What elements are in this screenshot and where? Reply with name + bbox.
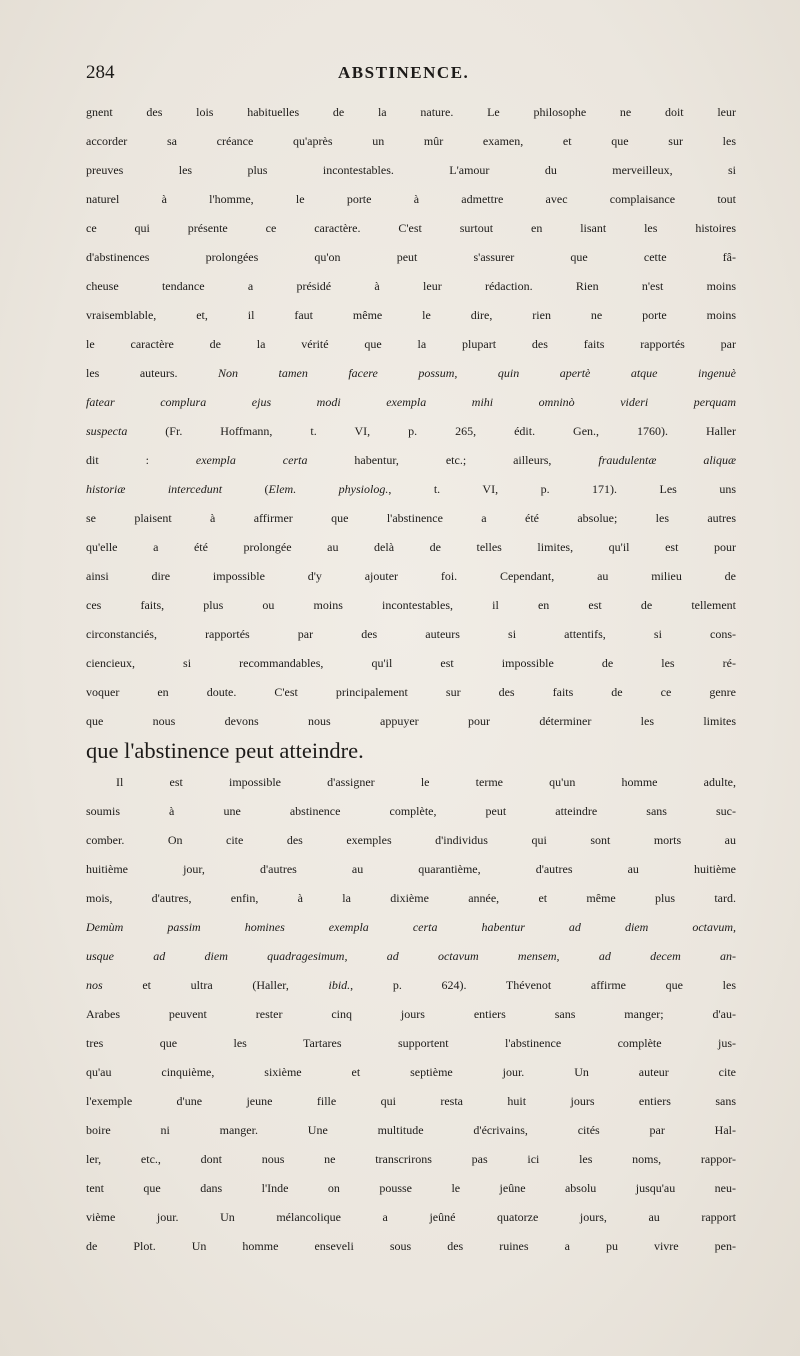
text-span: et ultra (Haller, — [102, 978, 329, 992]
text-line — [86, 475, 736, 504]
text-span: vième jour. Un mélancolique a jeûné quatorze jours, au rapport — [86, 1210, 736, 1224]
text-line — [86, 359, 736, 388]
text-span: ( — [222, 482, 269, 496]
text-line — [86, 971, 736, 1000]
running-head: ABSTINENCE. — [338, 63, 470, 82]
text-line — [86, 1029, 736, 1058]
text-line — [86, 707, 736, 736]
page-number: 284 — [86, 62, 115, 83]
italic-text: usque ad diem quadragesimum, ad octavum mensem, ad decem an- — [86, 949, 736, 963]
text-line — [86, 388, 736, 417]
text-line — [86, 417, 736, 446]
text-span: l'exemple d'une jeune fille qui resta huit jours entiers sans — [86, 1094, 736, 1108]
text-span: que l'abstinence peut atteindre. — [86, 738, 364, 763]
text-line — [86, 591, 736, 620]
text-line — [86, 185, 736, 214]
text-span: que nous devons nous appuyer pour déterminer les limites — [86, 714, 736, 728]
text-span: tent que dans l'Inde on pousse le jeûne absolu jusqu'au neu- — [86, 1181, 736, 1195]
text-line — [86, 504, 736, 533]
text-line — [86, 678, 736, 707]
text-line — [86, 736, 736, 765]
text-line — [86, 214, 736, 243]
text-line — [86, 1174, 736, 1203]
text-span: comber. On cite des exemples d'individus qui sont morts au — [86, 833, 736, 847]
text-line — [86, 330, 736, 359]
text-span: de Plot. Un homme enseveli sous des ruines a pu vivre pen- — [86, 1239, 736, 1253]
text-span: dit : — [86, 453, 196, 467]
text-span: gnent des lois habituelles de la nature. Le philosophe ne doit leur — [86, 105, 736, 119]
body-text — [86, 98, 736, 1261]
page-header — [86, 62, 736, 92]
italic-text: Demùm passim homines exempla certa habentur ad diem octavum, — [86, 920, 736, 934]
italic-text: suspecta — [86, 424, 128, 438]
text-span: les auteurs. — [86, 366, 218, 380]
text-line — [86, 826, 736, 855]
text-line — [86, 1058, 736, 1087]
italic-text: fraudulentæ aliquæ — [598, 453, 736, 467]
text-line — [86, 243, 736, 272]
text-span: , p. 624). Thévenot affirme que les — [350, 978, 736, 992]
italic-text: Elem. physiolog. — [268, 482, 389, 496]
text-span: (Fr. Hoffmann, t. VI, p. 265, édit. Gen., 1760). Haller — [127, 424, 736, 438]
text-span: Arabes peuvent rester cinq jours entiers sans manger; d'au- — [86, 1007, 736, 1021]
text-span: qu'au cinquième, sixième et septième jour. Un auteur cite — [86, 1065, 736, 1079]
text-span: accorder sa créance qu'après un mûr examen, et que sur les — [86, 134, 736, 148]
text-span: soumis à une abstinence complète, peut atteindre sans suc- — [86, 804, 736, 818]
text-line — [86, 855, 736, 884]
text-span: ciencieux, si recommandables, qu'il est impossible de les ré- — [86, 656, 736, 670]
text-span: huitième jour, d'autres au quarantième, d'autres au huitième — [86, 862, 736, 876]
italic-text: ibid. — [328, 978, 351, 992]
italic-text: exempla certa — [195, 453, 308, 467]
text-line — [86, 1203, 736, 1232]
text-line — [86, 1000, 736, 1029]
text-span: ces faits, plus ou moins incontestables, il en est de tellement — [86, 598, 736, 612]
text-line — [86, 301, 736, 330]
text-line — [86, 272, 736, 301]
text-span: se plaisent à affirmer que l'abstinence a été absolue; les autres — [86, 511, 736, 525]
text-line — [86, 942, 736, 971]
text-span: mois, d'autres, enfin, à la dixième année, et même plus tard. — [86, 891, 736, 905]
text-line — [86, 1145, 736, 1174]
text-span: Il est impossible d'assigner le terme qu'un homme adulte, — [116, 775, 736, 789]
text-span: habentur, etc.; ailleurs, — [307, 453, 599, 467]
text-span: ce qui présente ce caractère. C'est surtout en lisant les histoires — [86, 221, 736, 235]
text-line — [86, 797, 736, 826]
text-line — [86, 562, 736, 591]
text-line — [86, 768, 736, 797]
text-span: circonstanciés, rapportés par des auteurs si attentifs, si cons- — [86, 627, 736, 641]
text-line — [86, 127, 736, 156]
italic-text: Non tamen facere possum, quin apertè atque ingenuè — [217, 366, 736, 380]
text-span: preuves les plus incontestables. L'amour du merveilleux, si — [86, 163, 736, 177]
text-span: , t. VI, p. 171). Les uns — [388, 482, 737, 496]
text-line — [86, 98, 736, 127]
text-span: ainsi dire impossible d'y ajouter foi. Cependant, au milieu de — [86, 569, 736, 583]
italic-text: historiæ intercedunt — [86, 482, 223, 496]
text-span: boire ni manger. Une multitude d'écrivains, cités par Hal- — [86, 1123, 736, 1137]
italic-text: fatear complura ejus modi exempla mihi omninò videri perquam — [86, 395, 736, 409]
text-span: d'abstinences prolongées qu'on peut s'assurer que cette fâ- — [86, 250, 736, 264]
text-span: vraisemblable, et, il faut même le dire, rien ne porte moins — [86, 308, 736, 322]
text-line — [86, 884, 736, 913]
text-line — [86, 1116, 736, 1145]
text-line — [86, 1232, 736, 1261]
text-line — [86, 913, 736, 942]
text-line — [86, 533, 736, 562]
italic-text: nos — [86, 978, 103, 992]
text-span: naturel à l'homme, le porte à admettre avec complaisance tout — [86, 192, 736, 206]
text-span: cheuse tendance a présidé à leur rédaction. Rien n'est moins — [86, 279, 736, 293]
text-span: voquer en doute. C'est principalement sur des faits de ce genre — [86, 685, 736, 699]
text-span: tres que les Tartares supportent l'abstinence complète jus- — [86, 1036, 736, 1050]
text-span: qu'elle a été prolongée au delà de telles limites, qu'il est pour — [86, 540, 736, 554]
text-line — [86, 156, 736, 185]
text-span: le caractère de la vérité que la plupart des faits rapportés par — [86, 337, 736, 351]
text-line — [86, 446, 736, 475]
text-line — [86, 620, 736, 649]
text-span: ler, etc., dont nous ne transcrirons pas ici les noms, rappor- — [86, 1152, 736, 1166]
text-line — [86, 649, 736, 678]
text-line — [86, 1087, 736, 1116]
